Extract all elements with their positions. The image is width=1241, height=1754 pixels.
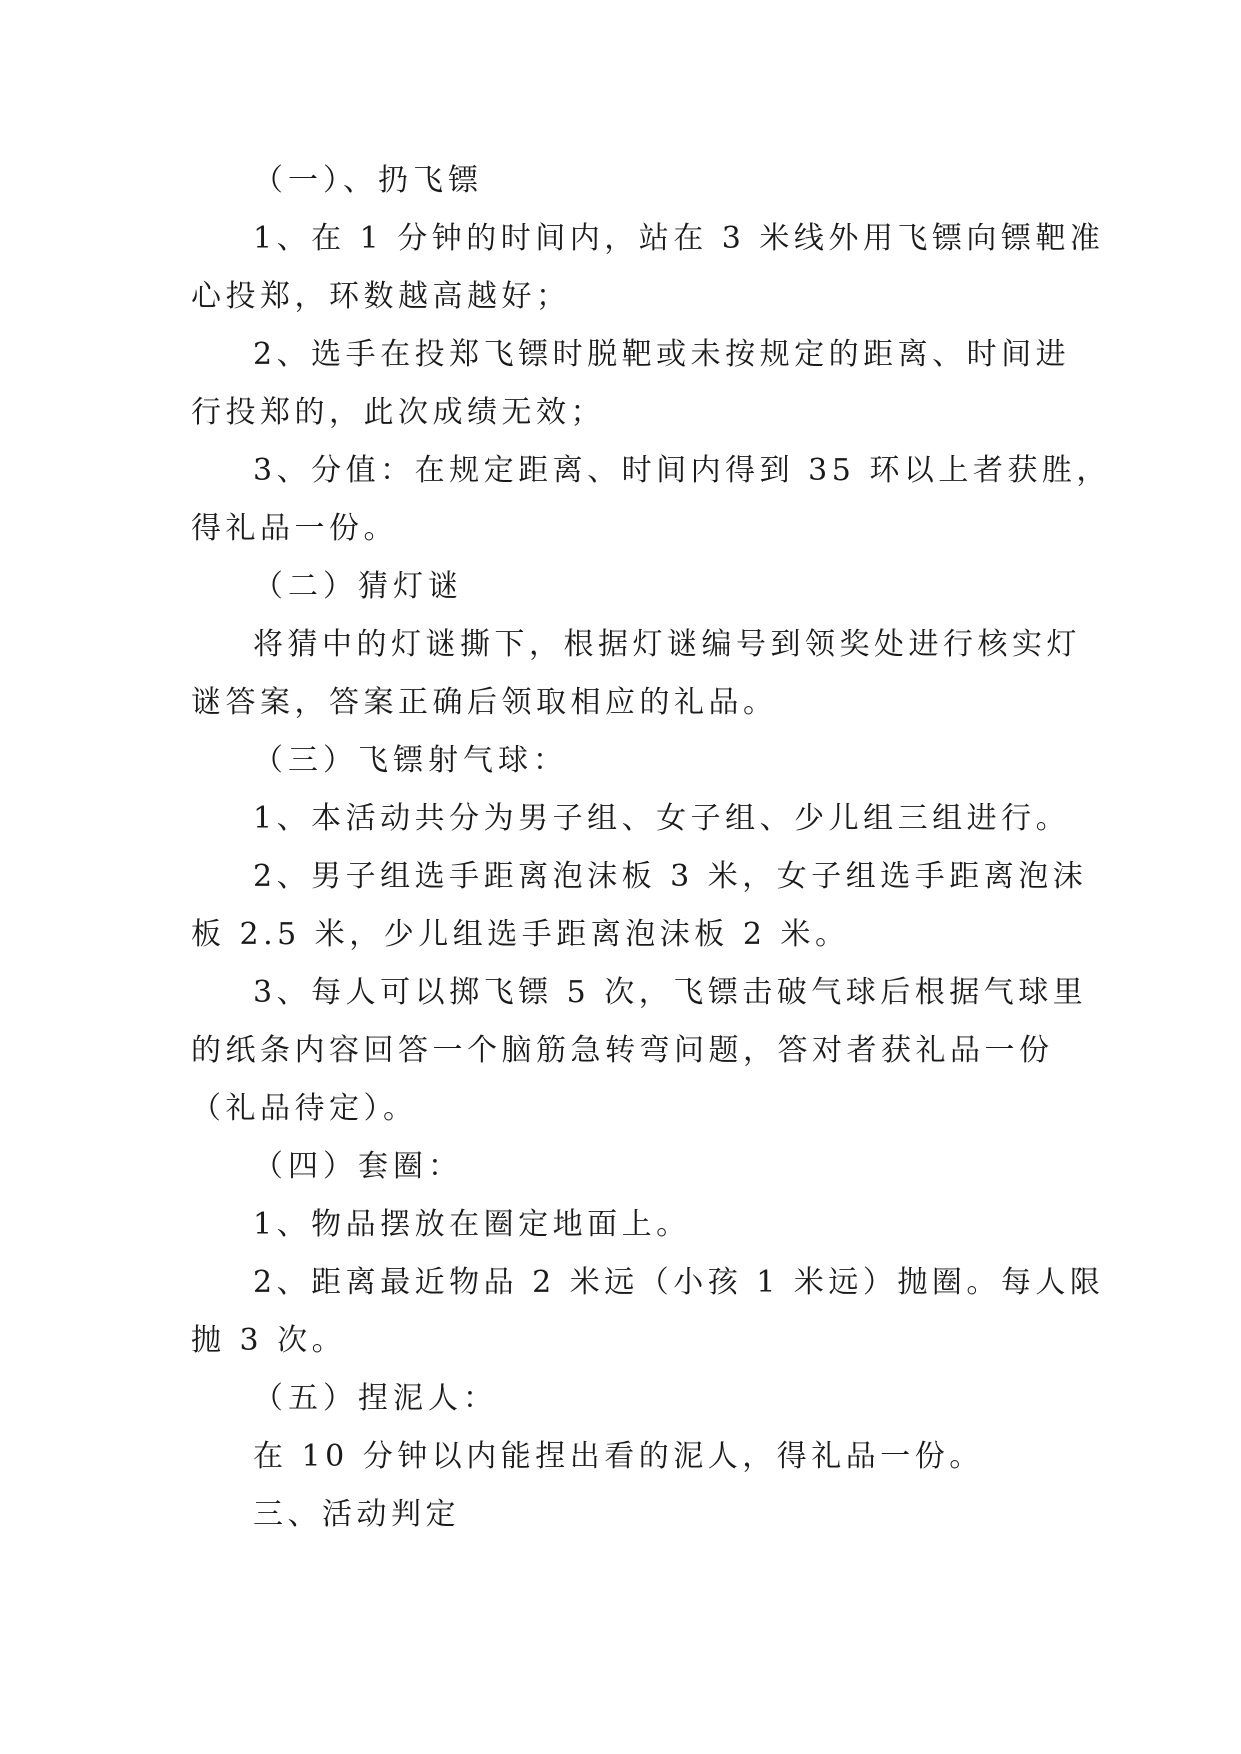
paragraph-line: 1、本活动共分为男子组、女子组、少儿组三组进行。 [253, 801, 1071, 836]
section-heading-activity-judging: 三、活动判定 [253, 1497, 460, 1532]
paragraph-line: 3、每人可以掷飞镖 5 次，飞镖击破气球后根据气球里 [253, 975, 1088, 1010]
paragraph-line: 行投郑的，此次成绩无效； [191, 395, 605, 430]
paragraph-line: 心投郑，环数越高越好； [191, 279, 571, 314]
paragraph-line: 板 2.5 米，少儿组选手距离泡沫板 2 米。 [191, 917, 850, 952]
paragraph-line: 3、分值：在规定距离、时间内得到 35 环以上者获胜， [253, 453, 1111, 488]
section-heading-lantern-riddles: （二）猜灯谜 [253, 569, 463, 604]
section-heading-ring-toss: （四）套圈： [253, 1149, 463, 1184]
section-heading-balloon-darts: （三）飞镖射气球： [253, 743, 568, 778]
paragraph-line: 在 10 分钟以内能捏出看的泥人，得礼品一份。 [253, 1439, 984, 1474]
paragraph-line: 谜答案，答案正确后领取相应的礼品。 [191, 685, 778, 720]
paragraph-line: 2、选手在投郑飞镖时脱靶或未按规定的距离、时间进 [253, 337, 1071, 372]
paragraph-line: 的纸条内容回答一个脑筋急转弯问题，答对者获礼品一份 [191, 1033, 1054, 1068]
section-heading-clay-figures: （五）捏泥人： [253, 1381, 498, 1416]
section-heading-darts: （一）、扔飞镖 [253, 163, 483, 198]
paragraph-line: 1、物品摆放在圈定地面上。 [253, 1207, 691, 1242]
paragraph-line: 1、在 1 分钟的时间内，站在 3 米线外用飞镖向镖靶准 [253, 221, 1105, 256]
document-body [191, 152, 1111, 1544]
paragraph-line: 2、距离最近物品 2 米远（小孩 1 米远）抛圈。每人限 [253, 1265, 1105, 1300]
paragraph-line: 将猜中的灯谜撕下，根据灯谜编号到领奖处进行核实灯 [253, 627, 1081, 662]
paragraph-line: （礼品待定）。 [191, 1091, 418, 1126]
paragraph-line: 2、男子组选手距离泡沫板 3 米，女子组选手距离泡沫 [253, 859, 1088, 894]
paragraph-line: 抛 3 次。 [191, 1323, 347, 1358]
paragraph-line: 得礼品一份。 [191, 511, 398, 546]
